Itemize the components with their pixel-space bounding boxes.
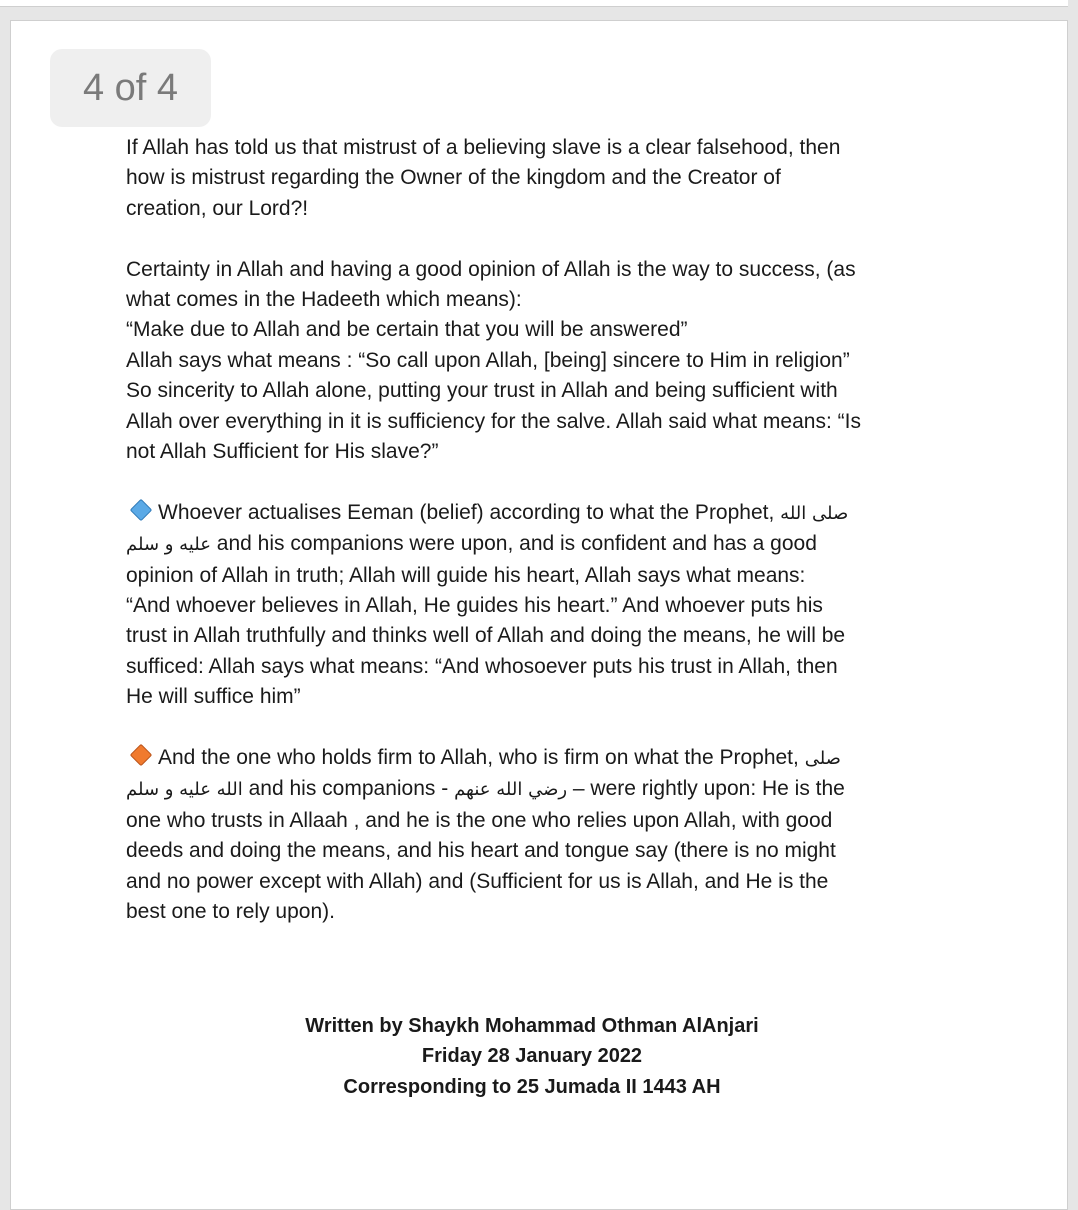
text-line: how is mistrust regarding the Owner of the kingdom and the Creator of [126, 166, 781, 190]
text-line: “And whoever believes in Allah, He guides his heart.” And whoever puts his [126, 594, 823, 618]
text-segment: and his companions were upon, and is confident and has a good [216, 532, 817, 556]
text-line: trust in Allah truthfully and thinks well of Allah and doing the means, he will be [126, 624, 846, 648]
date-line: Friday 28 January 2022 [421, 1045, 643, 1068]
text-line: So sincerity to Allah alone, putting your trust in Allah and being sufficient with [126, 379, 838, 403]
text-line: and no power except with Allah) and (Sufficient for us is Allah, and He is the [126, 869, 829, 893]
paragraph-1 [126, 133, 938, 224]
paragraph-3 [126, 498, 938, 713]
arabic-salutation: صلى الله [780, 502, 849, 524]
previous-page-edge [0, 0, 1068, 7]
text-segment: And the one who holds firm to Allah, who is firm on what the Prophet, [158, 746, 799, 770]
text-line: Allah over everything in it is sufficiency for the salve. Allah said what means: “Is [126, 409, 861, 433]
arabic-salutation: صلى [804, 748, 841, 770]
paragraph-4 [126, 743, 938, 927]
text-line: sufficed: Allah says what means: “And whosoever puts his trust in Allah, then [126, 654, 838, 678]
arabic-supplication: رضي الله عنهم [454, 779, 568, 801]
quran-quote: Allah says what means : “So call upon Allah, [being] sincere to Him in religion” [126, 348, 850, 372]
document-body [126, 133, 938, 958]
hadeeth-quote: “Make due to Allah and be certain that you will be answered” [126, 318, 688, 342]
orange-diamond-icon [130, 744, 153, 767]
arabic-salutation: الله عليه و سلم [126, 779, 243, 801]
text-line: opinion of Allah in truth; Allah will guide his heart, Allah says what means: [126, 563, 806, 587]
signature-block [126, 1011, 938, 1102]
text-segment: – were rightly upon: He is the [572, 777, 845, 801]
text-line [126, 498, 938, 529]
text-line: If Allah has told us that mistrust of a believing slave is a clear falsehood, then [126, 136, 841, 159]
text-line: He will suffice him” [126, 685, 301, 709]
text-line [126, 529, 938, 560]
text-line: deeds and doing the means, and his heart and tongue say (there is no might [126, 839, 836, 863]
text-line: one who trusts in Allaah , and he is the one who relies upon Allah, with good [126, 808, 833, 832]
text-line: best one to rely upon). [126, 900, 335, 924]
text-line: what comes in the Hadeeth which means): [126, 288, 522, 312]
text-segment: and his companions - [248, 777, 449, 801]
text-line: Certainty in Allah and having a good opinion of Allah is the way to success, (as [126, 257, 856, 281]
text-line [126, 774, 938, 805]
text-segment: Whoever actualises Eeman (belief) according to what the Prophet, [158, 500, 775, 524]
text-line [126, 743, 938, 774]
paragraph-2 [126, 255, 938, 468]
text-line: not Allah Sufficient for His slave?” [126, 440, 439, 464]
author-line: Written by Shaykh Mohammad Othman AlAnjari [305, 1015, 759, 1037]
hijri-date-line: Corresponding to 25 Jumada II 1443 AH [343, 1075, 721, 1098]
blue-diamond-icon [130, 499, 153, 522]
page-indicator: 4 of 4 [50, 49, 211, 127]
text-line: creation, our Lord?! [126, 196, 309, 220]
arabic-salutation: عليه و سلم [126, 534, 211, 556]
